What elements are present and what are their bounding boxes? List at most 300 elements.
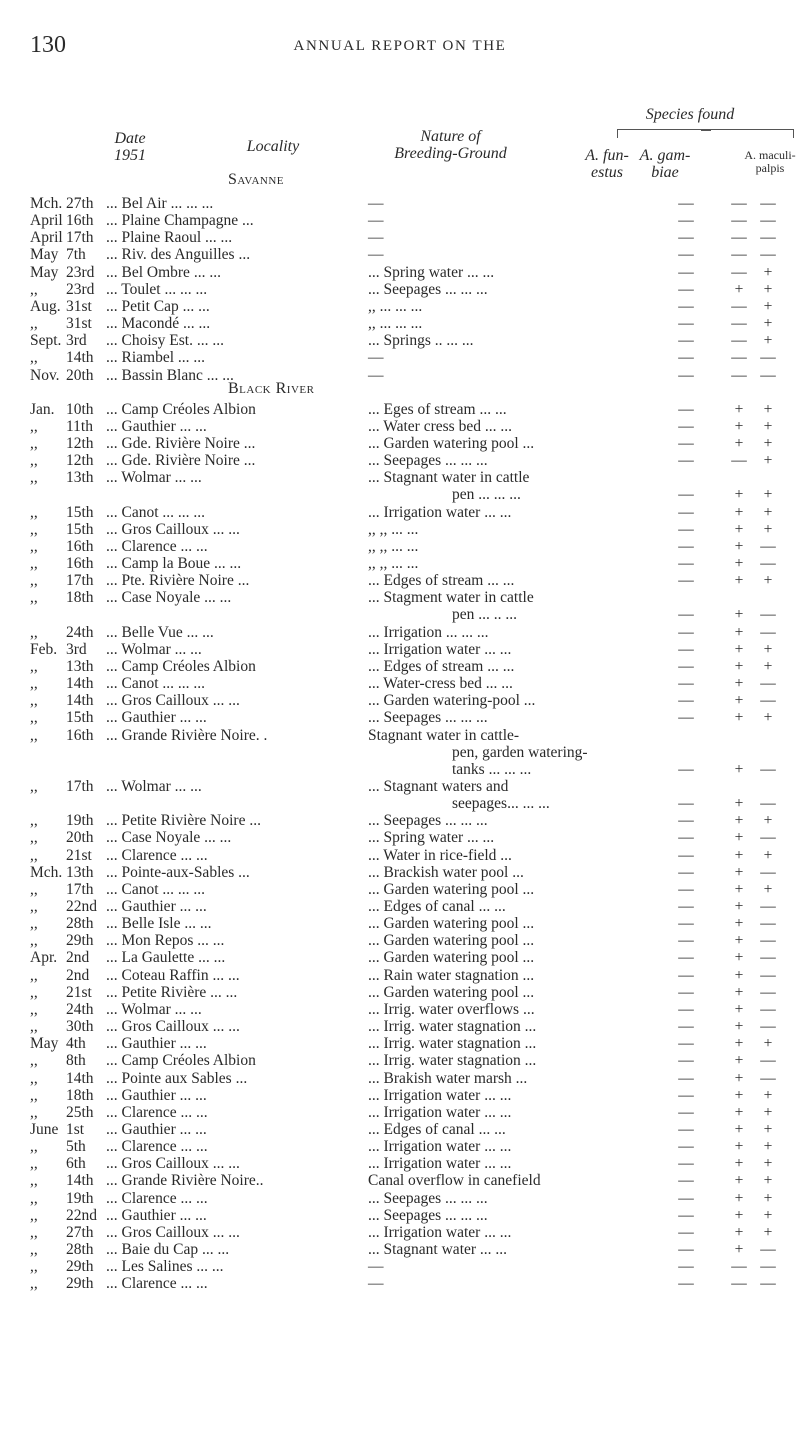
table-row	[0, 606, 800, 623]
row-month: ,,	[30, 349, 38, 367]
row-a-gambiae: —	[731, 195, 747, 212]
a-gambiae-header	[635, 147, 695, 181]
row-a-maculipalpis: +	[763, 486, 773, 504]
row-a-maculipalpis: —	[760, 760, 776, 778]
row-breeding-ground: —	[368, 1275, 384, 1293]
row-a-gambiae: +	[734, 640, 744, 658]
row-breeding-ground: —	[368, 366, 384, 384]
row-breeding-ground: ... Irrig. water stagnation ...	[368, 1018, 537, 1036]
row-a-maculipalpis: +	[763, 434, 773, 452]
row-locality: ... Gauthier ... ...	[106, 709, 207, 727]
row-month: ,,	[30, 675, 38, 693]
row-a-funestus: —	[678, 280, 694, 298]
table-row	[0, 281, 800, 298]
row-breeding-ground: —	[368, 229, 384, 247]
row-a-maculipalpis: +	[763, 657, 773, 675]
row-breeding-ground: ,, ,, ... ...	[368, 537, 419, 555]
row-a-funestus: —	[678, 332, 694, 350]
row-a-funestus: —	[678, 1138, 694, 1156]
table-row	[0, 1155, 800, 1172]
row-breeding-ground: ... Edges of canal ... ...	[368, 1120, 506, 1138]
row-a-funestus: —	[678, 246, 694, 264]
row-day: 14th	[66, 1172, 94, 1190]
row-a-gambiae: +	[734, 983, 744, 1001]
nature-header-line1: Nature of	[420, 128, 481, 145]
row-a-funestus: —	[678, 1172, 694, 1190]
row-a-funestus: —	[678, 1120, 694, 1138]
date-header	[95, 130, 165, 164]
row-month: Apr.	[30, 949, 58, 967]
row-day: 20th	[66, 829, 94, 847]
row-a-gambiae: +	[734, 657, 744, 675]
row-a-funestus: —	[678, 520, 694, 538]
row-a-maculipalpis: +	[763, 880, 773, 898]
row-a-funestus: —	[678, 195, 694, 212]
row-month: ,,	[30, 692, 38, 710]
row-month: ,,	[30, 1069, 38, 1087]
row-breeding-ground: Canal overflow in canefield	[368, 1172, 541, 1190]
row-breeding-ground: —	[368, 212, 384, 230]
row-a-funestus: —	[678, 212, 694, 230]
row-a-funestus: —	[678, 1035, 694, 1053]
table-row	[0, 1241, 800, 1258]
row-breeding-ground: ... Garden watering pool ...	[368, 880, 535, 898]
row-month: ,,	[30, 623, 38, 641]
row-a-gambiae: —	[731, 366, 747, 384]
row-breeding-ground: ,, ... ... ...	[368, 315, 423, 333]
table-row	[0, 932, 800, 949]
row-breeding-ground: ... Stagnant waters and	[368, 777, 509, 795]
row-breeding-ground: ,, ,, ... ...	[368, 520, 419, 538]
row-locality: ... Belle Isle ... ...	[106, 915, 212, 933]
row-a-maculipalpis: —	[760, 898, 776, 915]
row-a-gambiae: +	[734, 1000, 744, 1018]
row-a-maculipalpis: +	[763, 280, 773, 298]
row-locality: ... Gde. Rivière Noire ...	[106, 452, 256, 470]
row-locality: ... Clarence ... ...	[106, 846, 208, 864]
row-a-maculipalpis: +	[763, 417, 773, 435]
row-a-gambiae: +	[734, 417, 744, 435]
row-day: 8th	[66, 1052, 86, 1070]
locality-header: Locality	[246, 138, 300, 155]
table-row	[0, 195, 800, 212]
row-a-maculipalpis: +	[763, 1035, 773, 1053]
row-day: 5th	[66, 1138, 86, 1156]
row-month: ,,	[30, 709, 38, 727]
row-a-gambiae: +	[734, 1241, 744, 1258]
row-breeding-ground: —	[368, 1258, 384, 1276]
row-a-maculipalpis: +	[763, 1206, 773, 1224]
row-breeding-ground: ... Irrigation water ... ...	[368, 503, 512, 521]
row-month: ,,	[30, 1241, 38, 1258]
row-a-maculipalpis: —	[760, 983, 776, 1001]
row-month: ,,	[30, 880, 38, 898]
row-breeding-ground: ... Spring water ... ...	[368, 829, 495, 847]
row-breeding-ground: ... Edges of canal ... ...	[368, 898, 506, 915]
row-locality: ... Plaine Champagne ...	[106, 212, 254, 230]
row-a-gambiae: +	[734, 812, 744, 830]
row-breeding-ground-continued: tanks ... ... ...	[452, 760, 532, 778]
row-breeding-ground: ,, ,, ... ...	[368, 555, 419, 572]
row-breeding-ground: ... Garden watering-pool ...	[368, 692, 536, 710]
table-row	[0, 1104, 800, 1121]
row-a-maculipalpis: —	[760, 366, 776, 384]
row-locality: ... Grande Rivière Noire. .	[106, 726, 268, 744]
row-locality: ... Bassin Blanc ... ...	[106, 366, 234, 384]
row-locality: ... Canot ... ... ...	[106, 675, 206, 693]
row-a-funestus: —	[678, 366, 694, 384]
a-maculipalpis-header-line2: palpis	[755, 161, 785, 175]
a-gambiae-header-line2: biae	[651, 164, 679, 181]
row-month: ,,	[30, 1275, 38, 1293]
row-breeding-ground: —	[368, 246, 384, 264]
row-a-gambiae: +	[734, 572, 744, 590]
row-day: 30th	[66, 1018, 94, 1036]
row-locality: ... Case Noyale ... ...	[106, 589, 232, 607]
row-a-maculipalpis: —	[760, 1275, 776, 1293]
table-row	[0, 864, 800, 881]
table-row	[0, 1087, 800, 1104]
row-a-gambiae: —	[731, 297, 747, 315]
row-a-gambiae: +	[734, 1103, 744, 1121]
row-month: ,,	[30, 469, 38, 487]
row-locality: ... Choisy Est. ... ...	[106, 332, 224, 350]
table-row	[0, 1070, 800, 1087]
row-day: 21st	[66, 983, 92, 1001]
row-day: 1st	[66, 1120, 85, 1138]
row-a-funestus: —	[678, 417, 694, 435]
row-locality: ... Clarence ... ...	[106, 1103, 208, 1121]
row-a-funestus: —	[678, 949, 694, 967]
row-a-maculipalpis: —	[760, 1069, 776, 1087]
row-a-funestus: —	[678, 452, 694, 470]
table-row	[0, 367, 800, 384]
page-number: 130	[30, 32, 66, 58]
table-row	[0, 744, 800, 761]
table-row	[0, 401, 800, 418]
row-day: 22nd	[66, 898, 97, 915]
table-row	[0, 692, 800, 709]
row-locality: ... Gauthier ... ...	[106, 1086, 207, 1104]
a-maculipalpis-header-line1: A. maculi-	[744, 148, 796, 162]
row-breeding-ground: ... Brakish water marsh ...	[368, 1069, 528, 1087]
row-locality: ... Wolmar ... ...	[106, 777, 202, 795]
row-a-maculipalpis: —	[760, 555, 776, 572]
row-month: ,,	[30, 1052, 38, 1070]
row-a-gambiae: +	[734, 434, 744, 452]
table-row	[0, 641, 800, 658]
row-a-funestus: —	[678, 1069, 694, 1087]
row-day: 27th	[66, 1223, 94, 1241]
row-a-funestus: —	[678, 983, 694, 1001]
row-a-funestus: —	[678, 349, 694, 367]
row-a-gambiae: +	[734, 1086, 744, 1104]
table-row	[0, 435, 800, 452]
species-bracket-tip	[701, 124, 711, 131]
row-day: 14th	[66, 349, 94, 367]
row-a-maculipalpis: —	[760, 915, 776, 933]
row-a-funestus: —	[678, 812, 694, 830]
row-a-funestus: —	[678, 1258, 694, 1276]
row-breeding-ground: —	[368, 195, 384, 212]
table-row	[0, 658, 800, 675]
row-day: 12th	[66, 434, 94, 452]
row-month: ,,	[30, 572, 38, 590]
table-row	[0, 949, 800, 966]
row-a-funestus: —	[678, 1000, 694, 1018]
table-row	[0, 727, 800, 744]
row-day: 28th	[66, 1241, 94, 1258]
row-locality: ... Gauthier ... ...	[106, 1120, 207, 1138]
row-breeding-ground: Stagnant water in cattle-	[368, 726, 520, 744]
row-month: ,,	[30, 434, 38, 452]
row-breeding-ground: ... Brackish water pool ...	[368, 863, 524, 881]
row-day: 14th	[66, 675, 94, 693]
table-row	[0, 298, 800, 315]
row-a-maculipalpis: +	[763, 503, 773, 521]
row-a-maculipalpis: —	[760, 829, 776, 847]
row-a-funestus: —	[678, 537, 694, 555]
row-breeding-ground: ... Garden watering pool ...	[368, 983, 535, 1001]
row-a-gambiae: +	[734, 898, 744, 915]
row-a-gambiae: +	[734, 846, 744, 864]
table-row	[0, 915, 800, 932]
row-day: 16th	[66, 537, 94, 555]
row-month: Jan.	[30, 400, 55, 418]
row-locality: ... Pointe aux Sables ...	[106, 1069, 248, 1087]
table-row	[0, 1275, 800, 1292]
row-day: 31st	[66, 297, 92, 315]
row-breeding-ground-continued: pen ... .. ...	[452, 606, 518, 624]
row-day: 17th	[66, 880, 94, 898]
row-locality: ... Les Salines ... ...	[106, 1258, 224, 1276]
row-day: 3rd	[66, 640, 87, 658]
row-month: ,,	[30, 520, 38, 538]
row-breeding-ground: ... Irrig. water stagnation ...	[368, 1052, 537, 1070]
row-month: Mch.	[30, 195, 63, 212]
row-breeding-ground: ... Eges of stream ... ...	[368, 400, 507, 418]
row-a-maculipalpis: +	[763, 1086, 773, 1104]
table-row	[0, 504, 800, 521]
row-a-gambiae: +	[734, 1138, 744, 1156]
row-month: ,,	[30, 417, 38, 435]
row-breeding-ground: ... Garden watering pool ...	[368, 434, 535, 452]
row-a-gambiae: +	[734, 1035, 744, 1053]
table-row	[0, 1052, 800, 1069]
table-row	[0, 1138, 800, 1155]
row-a-funestus: —	[678, 503, 694, 521]
row-a-funestus: —	[678, 555, 694, 572]
row-locality: ... La Gaulette ... ...	[106, 949, 226, 967]
row-a-maculipalpis: —	[760, 949, 776, 967]
row-locality: ... Canot ... ... ...	[106, 880, 206, 898]
row-breeding-ground: ... Irrigation ... ... ...	[368, 623, 489, 641]
a-funestus-header	[570, 147, 644, 181]
row-breeding-ground: ... Irrigation water ... ...	[368, 1103, 512, 1121]
table-row	[0, 349, 800, 366]
row-a-funestus: —	[678, 229, 694, 247]
row-month: ,,	[30, 726, 38, 744]
row-month: April	[30, 212, 63, 230]
table-row	[0, 1190, 800, 1207]
row-a-gambiae: +	[734, 709, 744, 727]
row-a-gambiae: +	[734, 1069, 744, 1087]
row-locality: ... Petit Cap ... ...	[106, 297, 210, 315]
row-a-maculipalpis: —	[760, 1258, 776, 1276]
row-month: May	[30, 1035, 59, 1053]
row-a-maculipalpis: +	[763, 1172, 773, 1190]
row-day: 13th	[66, 469, 94, 487]
row-day: 18th	[66, 589, 94, 607]
table-row	[0, 967, 800, 984]
row-locality: ... Mon Repos ... ...	[106, 932, 225, 950]
row-month: ,,	[30, 1258, 38, 1276]
a-gambiae-header-line1: A. gam-	[639, 147, 691, 164]
table-row	[0, 589, 800, 606]
row-day: 19th	[66, 812, 94, 830]
row-day: 19th	[66, 1189, 94, 1207]
row-day: 29th	[66, 1275, 94, 1293]
row-breeding-ground: ... Irrigation water ... ...	[368, 1223, 512, 1241]
row-a-funestus: —	[678, 486, 694, 504]
running-head: ANNUAL REPORT ON THE	[293, 38, 507, 54]
row-month: ,,	[30, 932, 38, 950]
row-locality: ... Petite Rivière ... ...	[106, 983, 238, 1001]
row-a-maculipalpis: +	[763, 332, 773, 350]
row-locality: ... Pointe-aux-Sables ...	[106, 863, 250, 881]
row-a-gambiae: —	[731, 1275, 747, 1293]
row-a-funestus: —	[678, 263, 694, 281]
row-locality: ... Toulet ... ... ...	[106, 280, 208, 298]
table-row	[0, 1258, 800, 1275]
table-row	[0, 847, 800, 864]
row-locality: ... Camp Créoles Albion	[106, 1052, 256, 1070]
table-row	[0, 984, 800, 1001]
row-day: 10th	[66, 400, 94, 418]
date-header-line1: Date	[114, 130, 146, 147]
table-row	[0, 1018, 800, 1035]
row-a-gambiae: +	[734, 486, 744, 504]
a-funestus-header-line1: A. fun-	[585, 147, 629, 164]
row-breeding-ground: ... Stagment water in cattle	[368, 589, 534, 607]
row-locality: ... Camp Créoles Albion	[106, 657, 256, 675]
table-row	[0, 829, 800, 846]
row-locality: ... Belle Vue ... ...	[106, 623, 214, 641]
row-a-gambiae: —	[731, 452, 747, 470]
row-month: ,,	[30, 315, 38, 333]
row-month: ,,	[30, 1000, 38, 1018]
row-a-maculipalpis: +	[763, 1189, 773, 1207]
nature-header	[368, 128, 533, 162]
row-a-gambiae: +	[734, 760, 744, 778]
row-breeding-ground: ... Garden watering pool ...	[368, 949, 535, 967]
row-locality: ... Gauthier ... ...	[106, 1206, 207, 1224]
table-row	[0, 486, 800, 503]
row-locality: ... Clarence ... ...	[106, 537, 208, 555]
row-a-gambiae: +	[734, 280, 744, 298]
row-a-maculipalpis: +	[763, 640, 773, 658]
row-breeding-ground: ... Water cress bed ... ...	[368, 417, 512, 435]
row-a-funestus: —	[678, 898, 694, 915]
a-maculipalpis-header	[740, 149, 800, 175]
row-breeding-ground: ... Springs .. ... ...	[368, 332, 474, 350]
row-day: 11th	[66, 417, 93, 435]
row-locality: ... Grande Rivière Noire..	[106, 1172, 264, 1190]
row-breeding-ground: ... Rain water stagnation ...	[368, 966, 535, 984]
row-a-maculipalpis: —	[760, 606, 776, 624]
row-a-funestus: —	[678, 1103, 694, 1121]
row-locality: ... Baie du Cap ... ...	[106, 1241, 230, 1258]
row-day: 25th	[66, 1103, 94, 1121]
row-month: ,,	[30, 503, 38, 521]
row-a-maculipalpis: +	[763, 1103, 773, 1121]
row-a-funestus: —	[678, 1241, 694, 1258]
row-breeding-ground: ... Seepages ... ... ...	[368, 1206, 488, 1224]
section-heading: Savanne	[228, 171, 285, 188]
row-a-gambiae: +	[734, 1120, 744, 1138]
table-row	[0, 469, 800, 486]
row-a-maculipalpis: +	[763, 709, 773, 727]
a-funestus-header-line2: estus	[591, 164, 623, 181]
row-day: 15th	[66, 709, 94, 727]
row-a-gambiae: +	[734, 503, 744, 521]
table-row	[0, 212, 800, 229]
row-day: 7th	[66, 246, 86, 264]
row-a-funestus: —	[678, 572, 694, 590]
row-locality: ... Coteau Raffin ... ...	[106, 966, 240, 984]
row-locality: ... Camp Créoles Albion	[106, 400, 256, 418]
row-locality: ... Macondé ... ...	[106, 315, 211, 333]
row-month: ,,	[30, 280, 38, 298]
row-a-maculipalpis: +	[763, 297, 773, 315]
row-month: ,,	[30, 1103, 38, 1121]
row-month: ,,	[30, 1018, 38, 1036]
row-locality: ... Clarence ... ...	[106, 1189, 208, 1207]
row-a-funestus: —	[678, 1275, 694, 1293]
row-a-maculipalpis: +	[763, 1138, 773, 1156]
table-row	[0, 315, 800, 332]
row-month: ,,	[30, 1189, 38, 1207]
row-day: 16th	[66, 212, 94, 230]
row-breeding-ground: ... Irrig. water stagnation ...	[368, 1035, 537, 1053]
row-breeding-ground: ... Seepages ... ... ...	[368, 280, 488, 298]
row-a-funestus: —	[678, 829, 694, 847]
row-breeding-ground: ... Edges of stream ... ...	[368, 572, 515, 590]
row-a-maculipalpis: —	[760, 863, 776, 881]
row-a-gambiae: —	[731, 332, 747, 350]
row-locality: ... Case Noyale ... ...	[106, 829, 232, 847]
row-a-funestus: —	[678, 692, 694, 710]
row-a-funestus: —	[678, 1155, 694, 1173]
row-a-gambiae: —	[731, 349, 747, 367]
row-a-funestus: —	[678, 1223, 694, 1241]
row-locality: ... Wolmar ... ...	[106, 1000, 202, 1018]
table-row	[0, 521, 800, 538]
row-a-funestus: —	[678, 1086, 694, 1104]
row-a-gambiae: +	[734, 1189, 744, 1207]
row-day: 15th	[66, 520, 94, 538]
row-breeding-ground: ... Garden watering pool ...	[368, 932, 535, 950]
row-a-gambiae: +	[734, 915, 744, 933]
row-breeding-ground: ... Irrigation water ... ...	[368, 640, 512, 658]
row-a-maculipalpis: +	[763, 315, 773, 333]
row-a-funestus: —	[678, 1189, 694, 1207]
row-locality: ... Clarence ... ...	[106, 1138, 208, 1156]
row-month: Aug.	[30, 297, 61, 315]
row-day: 14th	[66, 692, 94, 710]
row-a-maculipalpis: —	[760, 212, 776, 230]
row-breeding-ground: ... Seepages ... ... ...	[368, 812, 488, 830]
